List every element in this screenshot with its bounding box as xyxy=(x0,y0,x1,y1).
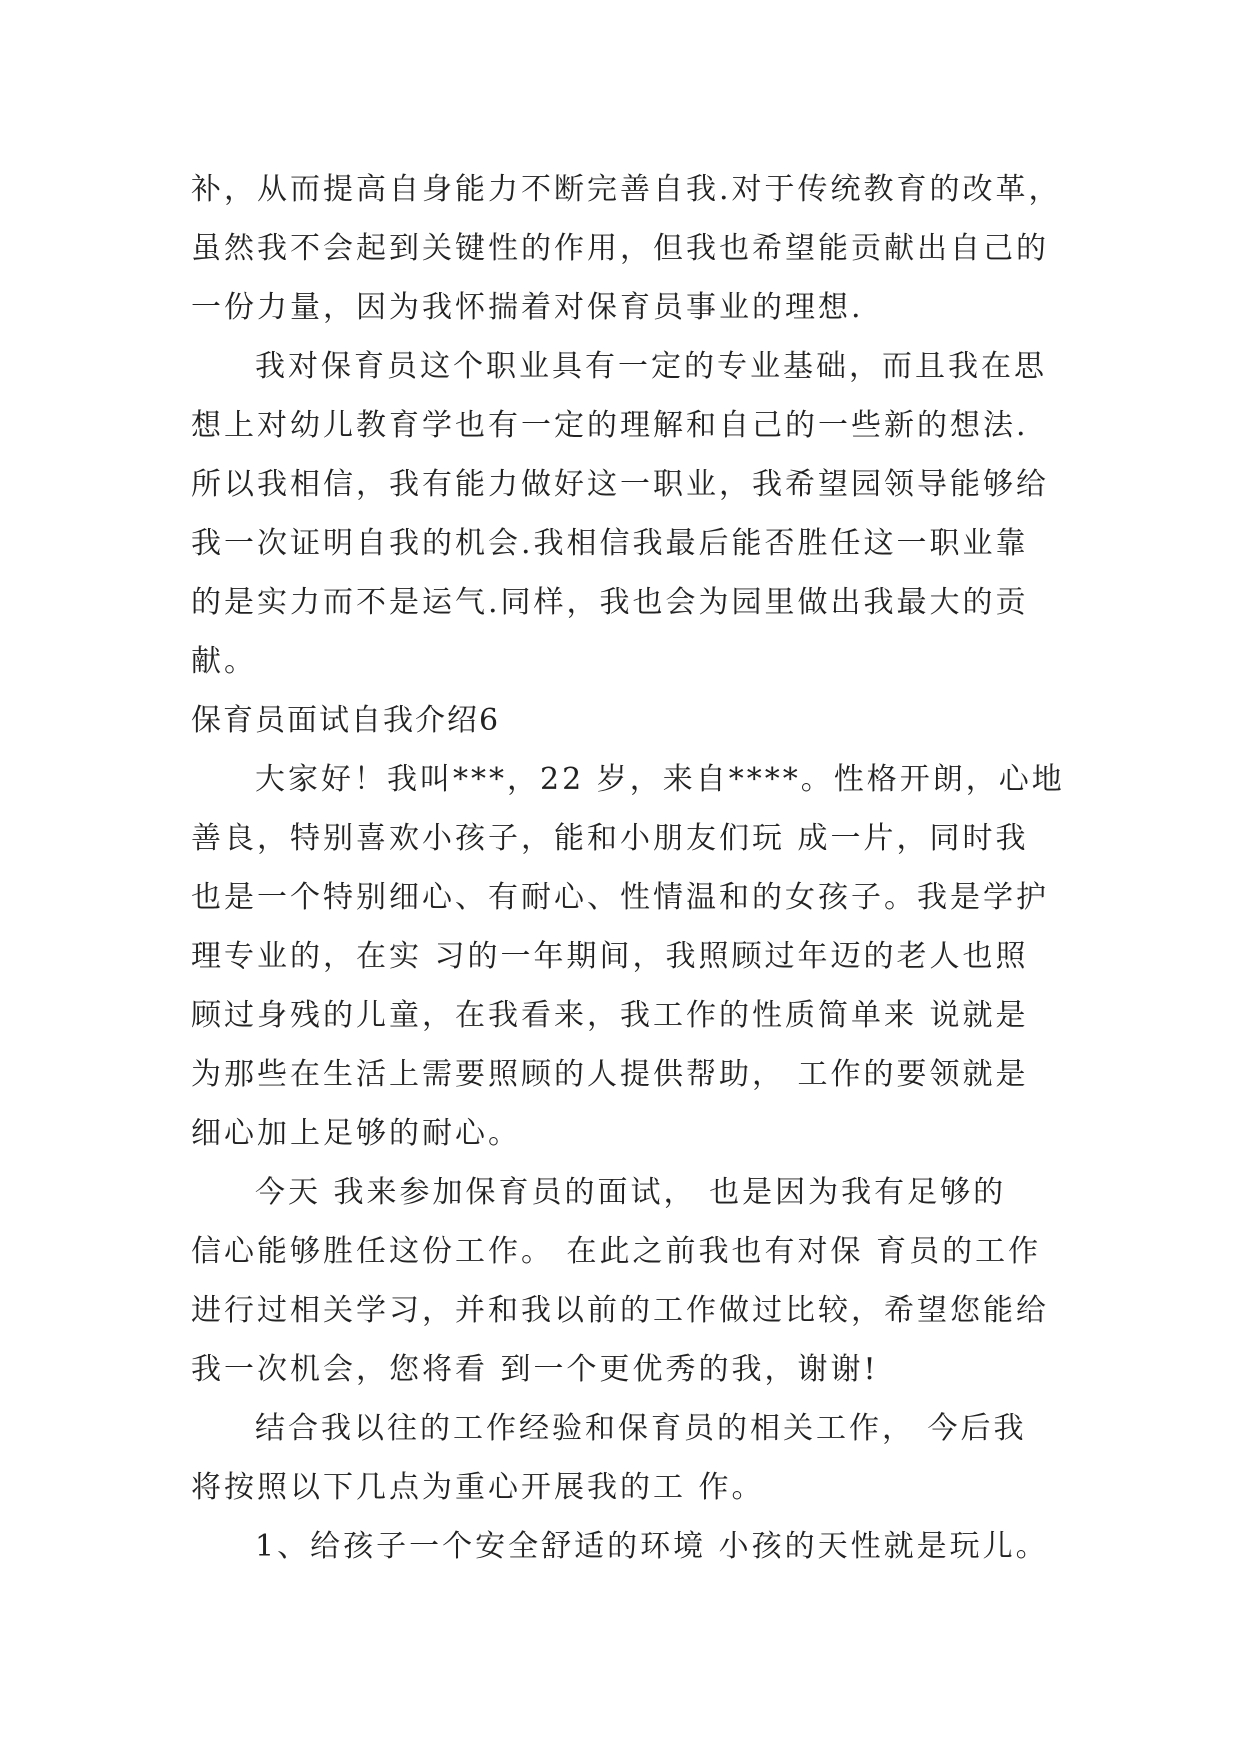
text-line: 所以我相信，我有能力做好这一职业，我希望园领导能够给 xyxy=(191,467,1049,502)
text-line: 进行过相关学习，并和我以前的工作做过比较，希望您能给 xyxy=(191,1293,1049,1328)
section-heading: 保育员面试自我介绍6 xyxy=(191,703,501,738)
text-line: 的是实力而不是运气.同样，我也会为园里做出我最大的贡 xyxy=(191,585,1029,620)
text-line: 善良，特别喜欢小孩子，能和小朋友们玩 成一片，同时我 xyxy=(191,821,1029,856)
text-line: 今天 我来参加保育员的面试， 也是因为我有足够的 xyxy=(255,1175,1007,1210)
text-line: 信心能够胜任这份工作。 在此之前我也有对保 育员的工作 xyxy=(191,1234,1042,1269)
text-line: 理专业的，在实 习的一年期间，我照顾过年迈的老人也照 xyxy=(191,939,1029,974)
document-body xyxy=(191,160,1071,1576)
text-line: 我对保育员这个职业具有一定的专业基础，而且我在思 xyxy=(255,349,1047,384)
text-line: 我一次证明自我的机会.我相信我最后能否胜任这一职业靠 xyxy=(191,526,1029,561)
text-line: 细心加上足够的耐心。 xyxy=(191,1116,521,1151)
text-line: 我一次机会，您将看 到一个更优秀的我，谢谢! xyxy=(191,1352,879,1387)
text-line: 一份力量，因为我怀揣着对保育员事业的理想. xyxy=(191,290,864,325)
text-line: 为那些在生活上需要照顾的人提供帮助， 工作的要领就是 xyxy=(191,1057,1029,1092)
text-line: 补，从而提高自身能力不断完善自我.对于传统教育的改革， xyxy=(191,172,1062,207)
text-line: 想上对幼儿教育学也有一定的理解和自己的一些新的想法. xyxy=(191,408,1029,443)
text-line: 结合我以往的工作经验和保育员的相关工作， 今后我 xyxy=(255,1411,1027,1446)
text-line: 将按照以下几点为重心开展我的工 作。 xyxy=(191,1470,765,1505)
text-line: 1、给孩子一个安全舒适的环境 小孩的天性就是玩儿。 xyxy=(255,1529,1049,1564)
text-line: 虽然我不会起到关键性的作用，但我也希望能贡献出自己的 xyxy=(191,231,1049,266)
text-line: 顾过身残的儿童，在我看来，我工作的性质简单来 说就是 xyxy=(191,998,1029,1033)
text-line: 献。 xyxy=(191,644,257,679)
text-line: 大家好！我叫***，22 岁，来自****。性格开朗，心地 xyxy=(255,762,1065,797)
text-line: 也是一个特别细心、有耐心、性情温和的女孩子。我是学护 xyxy=(191,880,1049,915)
